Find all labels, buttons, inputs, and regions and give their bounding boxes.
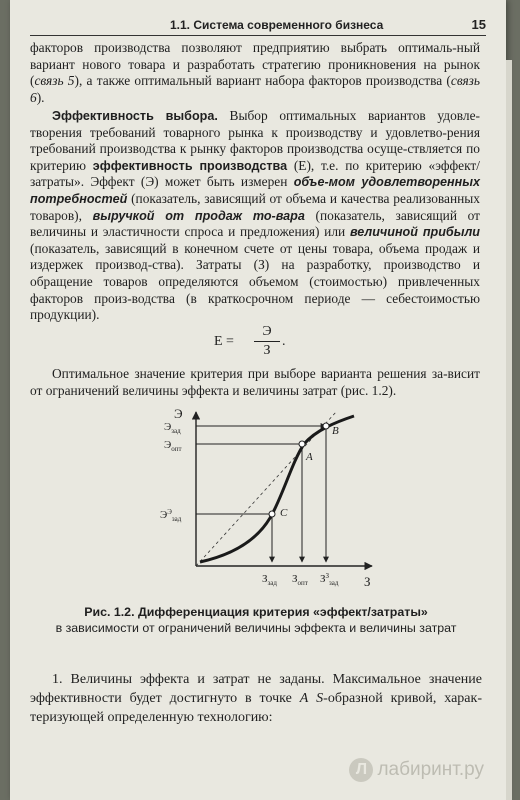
book-page bbox=[10, 0, 506, 800]
s-curve bbox=[200, 416, 354, 562]
caption-title: Рис. 1.2. Дифференциация критерия «эффект/затраты» bbox=[84, 605, 428, 619]
page-number: 15 bbox=[471, 17, 486, 32]
caption-subtitle: в зависимости от ограничений величины эффекта и величины затрат bbox=[55, 621, 457, 635]
efficiency-text-4: (показатель, зависящий от величины и эластичности спроса и предложения) или bbox=[30, 207, 480, 240]
y-tick-e-opt: $Э_{опт}$ bbox=[164, 439, 182, 453]
watermark-text: лабиринт.ру bbox=[377, 759, 484, 781]
point-c-marker bbox=[269, 511, 275, 517]
efficiency-text-2: (Е), т.е. по критерию «эффект/затраты». Эффект (Э) может быть измерен bbox=[30, 157, 480, 190]
criterion-paragraph: Оптимальное значение критерия при выборе варианта решения за-висит от ограничений величины эффекта и величины затрат (рис. 1.2). bbox=[30, 366, 480, 398]
measure-volume: объе-мом удовлетворенных потребностей bbox=[30, 175, 481, 206]
measure-revenue: выручкой от продаж то-вара bbox=[92, 208, 305, 223]
link-reference-5: связь 5 bbox=[34, 73, 75, 89]
formula-end: . bbox=[282, 334, 286, 349]
point-b-marker bbox=[323, 423, 329, 429]
point-c-label: C bbox=[280, 507, 288, 519]
x-tick-z-zad: $З_{зад}$ bbox=[262, 573, 277, 587]
y-tick-e-e-zad: $Э^Э_{зад}$ bbox=[160, 508, 182, 523]
formula-numerator: Э bbox=[262, 324, 272, 339]
intro-paragraph bbox=[30, 40, 480, 106]
x-axis-label: З bbox=[364, 574, 371, 589]
measure-profit: величиной прибыли bbox=[349, 225, 480, 240]
y-axis-label: Э bbox=[174, 406, 183, 421]
section-title: 1.1. Система современного бизнеса bbox=[170, 18, 384, 32]
list-item-1 bbox=[30, 670, 482, 727]
item1-shape: S bbox=[316, 691, 324, 706]
figure-caption bbox=[30, 604, 482, 636]
efficiency-text-5: (показатель, зависящий в конечном счете от цены товара, объема продаж и издержек производ-ства). Затраты (З) на разработку, производство и обращение товаров определяются объемом (стоимостью) привлеченных факторов произ-водства (в краткосрочном периоде — себестоимостью продукции). bbox=[30, 240, 480, 323]
header-rule bbox=[30, 35, 486, 36]
x-tick-z-z-zad: $З^З_{зад}$ bbox=[320, 572, 339, 587]
intro-text-2: ), а также оптимальный вариант набора факторов производства ( bbox=[74, 73, 451, 89]
efficiency-heading: Эффективность выбора. bbox=[52, 109, 218, 123]
efficiency-formula bbox=[214, 324, 304, 360]
item1-text-2: -образной кривой, харак-теризующей определенную технологию: bbox=[30, 691, 482, 725]
formula-lhs: Е = bbox=[214, 334, 234, 349]
point-b-label: B bbox=[332, 425, 339, 437]
link-reference-6: связь 6 bbox=[30, 73, 480, 105]
fraction-bar bbox=[254, 341, 280, 342]
formula-denominator: З bbox=[263, 343, 271, 358]
efficiency-text-3: (показатель, зависящий от объема и качества реализованных товаров), bbox=[30, 190, 480, 223]
next-page-edge bbox=[506, 60, 512, 800]
x-tick-z-opt: $З_{опт}$ bbox=[292, 573, 308, 587]
intro-text-3: ). bbox=[36, 89, 45, 105]
y-tick-e-zad: $Э_{зад}$ bbox=[164, 421, 181, 435]
item1-point: A bbox=[299, 691, 309, 706]
running-head bbox=[30, 14, 486, 36]
point-a-label: A bbox=[306, 451, 313, 463]
formula-fraction bbox=[254, 324, 280, 359]
intro-text-1: факторов производства позволяют предприятию выбрать оптималь-ный вариант нового товара и разработать стратегию проникновения на рынок ( bbox=[30, 40, 480, 89]
watermark bbox=[349, 758, 484, 788]
efficiency-paragraph bbox=[30, 108, 480, 324]
efficiency-text-1: Выбор оптимальных вариантов удовле-творения требований товарного рынка к производству и удовлетво-рения требований производства к рынку факторов производства осуще-ствляется по критерию bbox=[30, 108, 480, 173]
item1-text-1: 1. Величины эффекта и затрат не заданы. Максимальное значение эффективности будет достигнуто в точке bbox=[30, 672, 482, 706]
labirint-logo-icon: Л bbox=[349, 758, 373, 782]
point-a-marker bbox=[299, 441, 305, 447]
figure-1-2-chart bbox=[140, 404, 380, 594]
criterion-term: эффективность производства bbox=[92, 158, 288, 173]
